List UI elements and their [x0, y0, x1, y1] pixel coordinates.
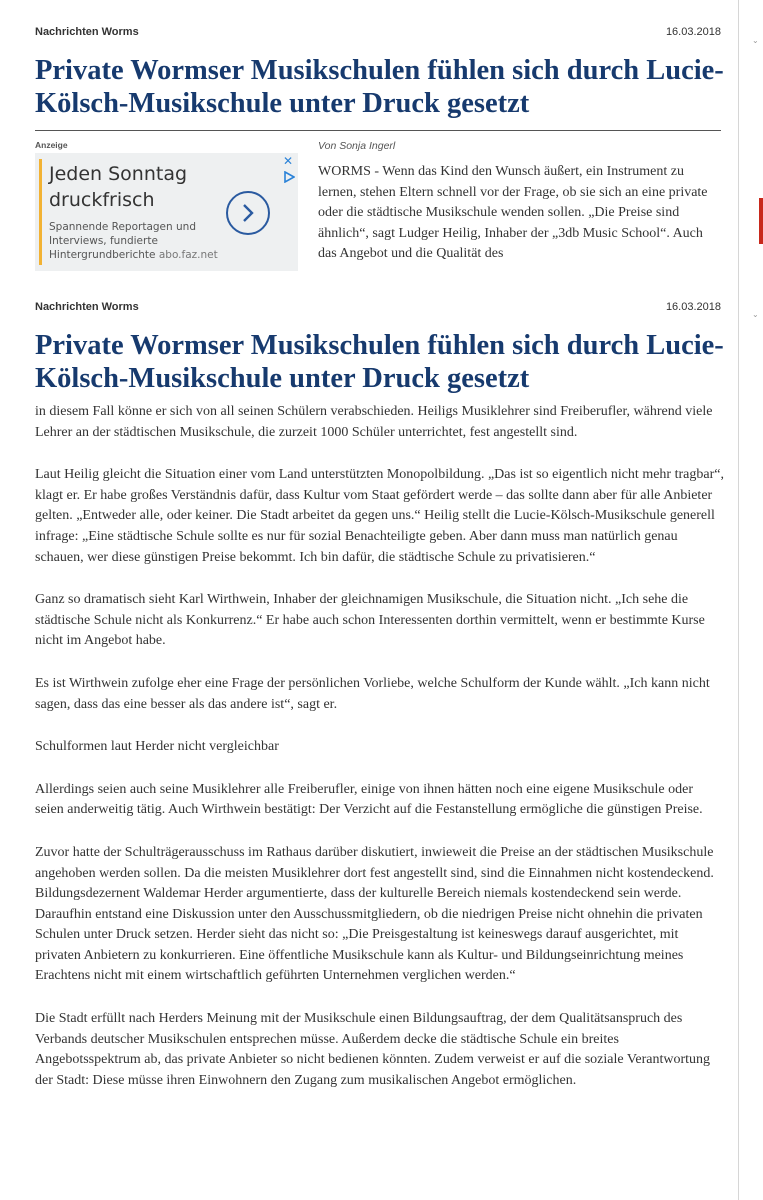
advertisement[interactable]	[35, 153, 298, 271]
article-headline: Private Wormser Musikschulen fühlen sich durch Lucie-Kölsch-Musikschule unter Druck gesetzt	[35, 55, 724, 119]
subheading: Schulformen laut Herder nicht vergleichbar	[35, 739, 279, 755]
ad-accent-bar	[39, 159, 42, 265]
ad-subtitle	[49, 220, 249, 262]
page-edge-border	[738, 0, 739, 1200]
article-body	[35, 402, 725, 1113]
body-paragraph: Ganz so dramatisch sieht Karl Wirthwein, Inhaber der gleichnamigen Musikschule, die Situation nicht. „Ich sehe die städtische Schule nicht als Konkurrenz.“ Er habe auch schon Interessenten dorthin vermittelt, wenn er bestimmte Kurse nicht im Angebot habe.	[35, 592, 705, 649]
body-paragraph: Allerdings seien auch seine Musiklehrer alle Freiberufler, einige von ihnen hätten noch eine eigene Musikschule oder seien anderweitig tätig. Auch Wirthwein bestätigt: Der Verzicht auf die Festanstellung ermögliche die günstigen Preise.	[35, 781, 703, 818]
ad-label: Anzeige	[35, 140, 68, 150]
article-intro: WORMS - Wenn das Kind den Wunsch äußert, ein Instrument zu lernen, stehen Eltern schnell vor der Frage, ob sie sich an eine private oder die städtische Musikschule wenden sollen. „Die Preise sind ähnlich“, sagt Ludger Heilig, Inhaber der „3db Music School“. Auch das Angebot und die Qualität des	[318, 164, 708, 262]
close-icon[interactable]: ✕	[283, 154, 294, 168]
byline: Von Sonja Ingerl	[318, 140, 396, 152]
article-date: 16.03.2018	[665, 26, 721, 38]
chevron-right-icon	[240, 203, 256, 223]
article-headline-2: Private Wormser Musikschulen fühlen sich durch Lucie-Kölsch-Musikschule unter Druck gesetzt	[35, 330, 724, 394]
article-meta-row	[35, 26, 721, 42]
headline-divider	[35, 130, 721, 131]
article-meta-row-2	[35, 301, 721, 317]
ad-subtitle-text: Spannende Reportagen und Interviews, fundierte Hintergrundberichte	[49, 221, 196, 261]
chevron-down-icon[interactable]: ⌄	[752, 310, 759, 319]
department-label[interactable]: Nachrichten Worms	[35, 26, 139, 38]
ad-open-button[interactable]	[226, 191, 270, 235]
article-date-2: 16.03.2018	[665, 301, 721, 313]
body-paragraph: in diesem Fall könne er sich von all seinen Schülern verabschieden. Heiligs Musiklehrer sind Freiberufler, während viele Lehrer an der städtischen Musikschule, die zurzeit 1000 Schüler unterrichtet, fest angestellt sind.	[35, 404, 713, 440]
body-paragraph: Die Stadt erfüllt nach Herders Meinung mit der Musikschule einen Bildungsauftrag, der dem Qualitätsanspruch des Verbands deutscher Musikschulen entsprechen müsse. Außerdem decke die städtische Schule ein breites Angebotsspektrum ab, das private Anbieter so nicht bedienen könnten. Zudem verweist er auf die soziale Verantwortung der Stadt: Diese müsse ihren Einwohnern den Zugang zum musikalischen Angebot ermöglichen.	[35, 1011, 711, 1088]
department-label-2[interactable]: Nachrichten Worms	[35, 301, 139, 313]
adchoices-icon[interactable]	[283, 171, 295, 183]
body-paragraph: Es ist Wirthwein zufolge eher eine Frage der persönlichen Vorliebe, welche Schulform der Kunde wählt. „Ich kann nicht sagen, dass das eine besser als das andere ist“, sagt er.	[35, 675, 710, 712]
body-paragraph: Zuvor hatte der Schulträgerausschuss im Rathaus darüber diskutiert, inwieweit die Preise an der städtischen Musikschule angehoben werden sollen. Da die meisten Musiklehrer dort fest angestellt sind, sind die Einnahmen nicht kostendeckend. Bildungsdezernent Waldemar Herder argumentierte, dass der kulturelle Bereich niemals kostendeckend sein werde. Daraufhin entstand eine Diskussion unter den Ausschussmitgliedern, ob die niedrigen Preise nicht ohnehin die privaten Schulen unter Druck setzen. Herder sieht das nicht so: „Die Preisgestaltung ist keineswegs darauf ausgerichtet, mit privaten Anbietern zu konkurrieren. Eine öffentliche Musikschule kann als Kultur- und Bildungseinrichtung meines Erachtens nicht mit einem wirtschaftlich geführten Unternehmen verglichen werden.“	[35, 844, 714, 984]
side-tab-marker[interactable]	[759, 198, 763, 244]
ad-title[interactable]: Jeden Sonntag druckfrisch	[49, 163, 188, 211]
chevron-down-icon[interactable]: ⌄	[752, 36, 759, 45]
body-paragraph: Laut Heilig gleicht die Situation einer vom Land unterstützten Monopolbildung. „Das ist so eigentlich nicht mehr tragbar“, klagt er. Er habe großes Verständnis dafür, dass Kultur vom Staat gefördert werde – das sollte dann aber für alle Anbieter gelten. „Entweder alle, oder keiner. Die Stadt arbeitet da gegen uns.“ Heilig stellt die Lucie-Kölsch-Musikschule generell infrage: „Eine städtische Schule sollte es nur für sozial Benachteiligte geben. Aber dann muss man natürlich genau schauen, wer diese günstigen Preise bekommt. Ich bin dafür, die städtische Schule zu privatisieren.“	[35, 467, 724, 565]
ad-domain: abo.faz.net	[158, 249, 218, 261]
